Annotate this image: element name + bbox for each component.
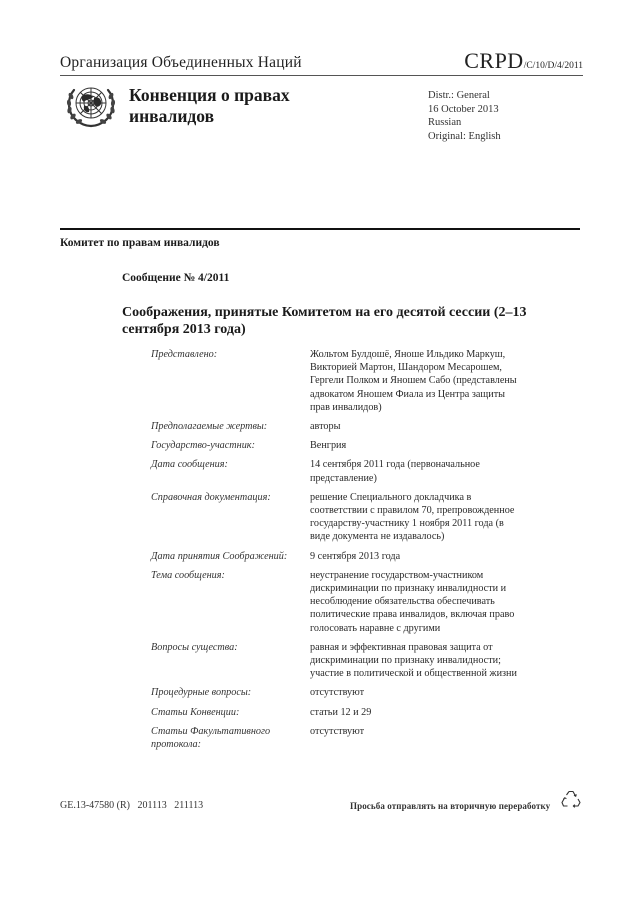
metadata-label: Предполагаемые жертвы: — [151, 421, 268, 433]
organization-name: Организация Объединенных Наций — [60, 54, 302, 71]
issue-date: 16 October 2013 — [428, 103, 499, 115]
metadata-value: Жольтом Булдошё, Яноше Ильдико Маркуш, Викторией Мартон, Шандором Месарошем, Гергели Полком и Яношем Сабо (представлены адвокатом Яношем Фиала из Центра защиты прав инвалидов) — [310, 349, 517, 413]
metadata-label: Статьи Факультативного протокола: — [151, 725, 271, 751]
metadata-row-state-party — [151, 439, 531, 452]
distribution-block — [428, 89, 501, 143]
metadata-label: Вопросы существа: — [151, 641, 238, 653]
metadata-label: Процедурные вопросы: — [151, 687, 252, 699]
metadata-row-document-references — [151, 491, 531, 544]
footer-document-id: GE.13-47580 (R) 201113 211113 — [60, 800, 204, 811]
symbol-suffix: /C/10/D/4/2011 — [523, 61, 583, 71]
metadata-row-procedural-issues — [151, 686, 531, 699]
metadata-value: авторы — [310, 421, 341, 433]
metadata-row-optional-protocol-articles — [151, 725, 531, 751]
un-emblem-icon — [64, 82, 118, 128]
section-rule — [60, 228, 580, 230]
metadata-row-substantive-issues — [151, 641, 531, 681]
metadata-label: Тема сообщения: — [151, 569, 225, 581]
metadata-row-convention-articles — [151, 706, 531, 719]
metadata-label: Дата принятия Соображений: — [151, 550, 288, 562]
metadata-row-submitted-by — [151, 348, 531, 414]
recycle-icon — [561, 789, 581, 809]
original-language: Original: English — [428, 130, 501, 142]
metadata-label: Дата сообщения: — [151, 459, 228, 471]
metadata-label: Статьи Конвенции: — [151, 706, 240, 718]
recycle-notice: Просьба отправлять на вторичную переработку — [350, 801, 551, 811]
metadata-label: Государство-участник: — [151, 440, 255, 452]
metadata-label: Справочная документация: — [151, 491, 271, 503]
language: Russian — [428, 117, 462, 128]
metadata-value: Венгрия — [310, 440, 347, 452]
metadata-value: неустранение государством-участником дискриминации по признаку инвалидности и несоблюдение обязательства обеспечивать политические права инвалидов, включая право голосовать наравне с другими — [310, 569, 515, 634]
metadata-value: решение Специального докладчика в соответствии с правилом 70, препровожденное государству-участнику 1 ноября 2011 года (в виде документа не издавалось) — [310, 491, 515, 543]
metadata-value: отсутствуют — [310, 725, 365, 737]
treaty-title-line-2: инвалидов — [129, 106, 215, 126]
treaty-title-line-1: Конвенция о правах — [129, 85, 290, 105]
metadata-table — [151, 348, 531, 757]
metadata-label: Представлено: — [151, 349, 218, 360]
metadata-value: статьи 12 и 29 — [310, 706, 372, 718]
metadata-row-adoption-date — [151, 550, 531, 563]
metadata-value: равная и эффективная правовая защита от дискриминации по признаку инвалидности; участие в политической и общественной жизни — [310, 641, 517, 680]
symbol-main: CRPD — [464, 48, 524, 73]
metadata-value: 14 сентября 2011 года (первоначальное представление) — [310, 459, 480, 484]
document-symbol — [464, 48, 583, 74]
metadata-row-alleged-victims — [151, 420, 531, 433]
committee-name: Комитет по правам инвалидов — [60, 237, 220, 249]
communication-number: Сообщение № 4/2011 — [122, 272, 230, 284]
metadata-row-subject-matter — [151, 569, 531, 635]
views-title: Соображения, принятые Комитетом на его десятой сессии (2–13 сентября 2013 года) — [122, 305, 527, 337]
distribution: Distr.: General — [428, 90, 490, 101]
header-rule — [60, 75, 583, 76]
treaty-body-title — [129, 85, 290, 127]
metadata-row-communication-date — [151, 458, 531, 484]
metadata-value: 9 сентября 2013 года — [310, 550, 401, 562]
metadata-value: отсутствуют — [310, 687, 365, 699]
